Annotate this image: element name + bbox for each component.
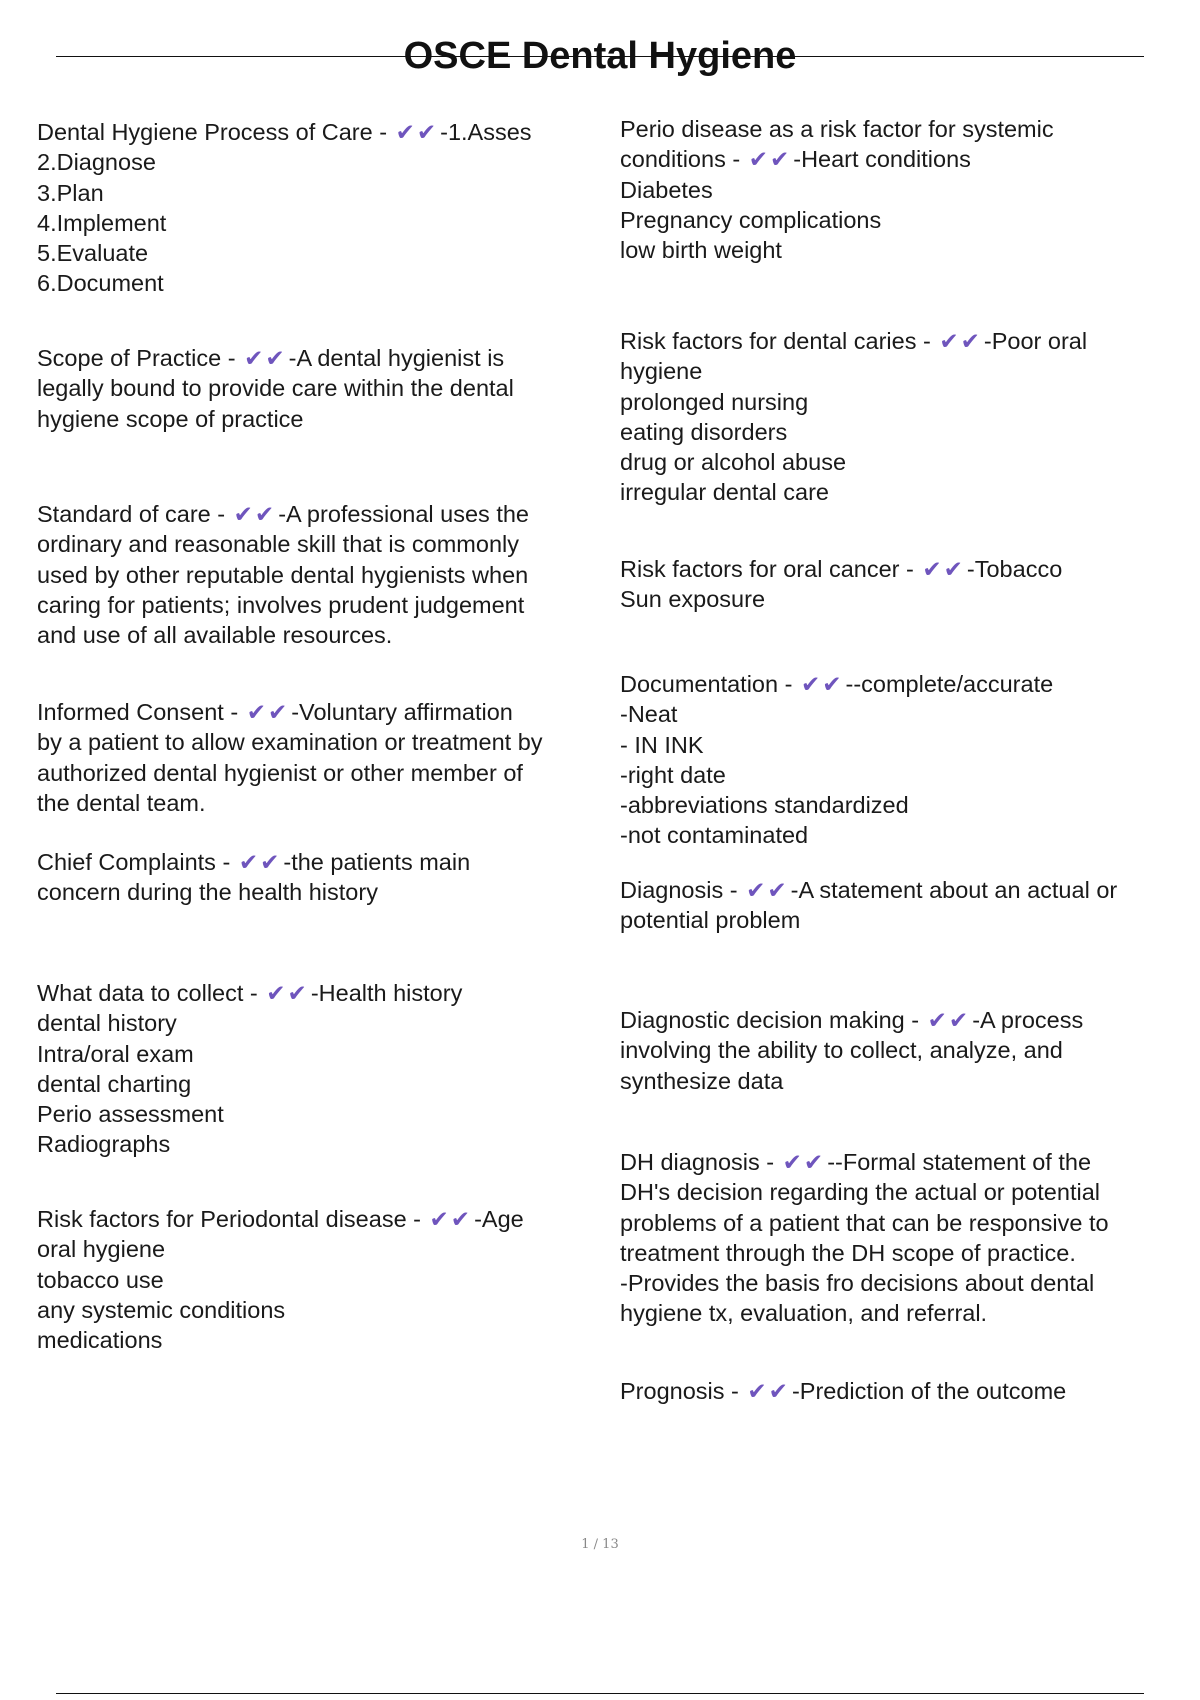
flashcard (37, 343, 607, 434)
card-definition-line: problems of a patient that can be responsive to (620, 1209, 1109, 1236)
card-term-continued: conditions - (620, 146, 747, 173)
card-definition: -Prediction of the outcome (791, 1378, 1067, 1404)
card-definition-line: oral hygiene (37, 1236, 166, 1263)
card-term: Dental Hygiene Process of Care - (37, 119, 394, 145)
double-check-icon: ✔✔ (922, 556, 965, 582)
card-definition-line: hygiene tx, evaluation, and referral. (620, 1300, 988, 1327)
flashcard (37, 697, 607, 818)
card-term: Diagnostic decision making - (620, 1007, 926, 1033)
card-definition: -Health history (310, 980, 463, 1006)
card-definition-line: treatment through the DH scope of practice. (620, 1239, 1076, 1266)
card-definition-line: medications (37, 1327, 163, 1354)
card-definition: -A process (972, 1007, 1084, 1033)
card-definition: -the patients main (283, 849, 471, 875)
double-check-icon: ✔✔ (782, 1149, 826, 1175)
double-check-icon: ✔✔ (939, 328, 982, 354)
flashcard (620, 326, 1200, 508)
double-check-icon: ✔✔ (266, 980, 309, 1006)
card-definition-line: used by other reputable dental hygienists when (37, 561, 529, 588)
card-definition: -Tobacco (966, 556, 1063, 582)
card-term: What data to collect - (37, 980, 265, 1006)
card-term: Informed Consent - (37, 699, 245, 725)
flashcard (37, 978, 607, 1160)
flashcard (620, 875, 1200, 936)
card-term: DH diagnosis - (620, 1149, 781, 1175)
double-check-icon: ✔✔ (233, 501, 277, 527)
flashcard (37, 847, 607, 908)
card-term: Risk factors for Periodontal disease - (37, 1206, 428, 1232)
card-definition-line: irregular dental care (620, 479, 829, 506)
card-definition-line: 2.Diagnose (37, 149, 156, 176)
double-check-icon: ✔✔ (747, 1378, 790, 1404)
card-definition-line: 4.Implement (37, 209, 167, 236)
card-definition-line: hygiene scope of practice (37, 405, 304, 432)
card-definition: -1.Asses (440, 119, 532, 145)
card-definition-line: eating disorders (620, 418, 788, 445)
card-definition-line: DH's decision regarding the actual or potential (620, 1179, 1100, 1206)
card-definition-line: - IN INK (620, 731, 704, 758)
flashcard (620, 1147, 1200, 1329)
flashcard (37, 499, 607, 650)
card-term: Standard of care - (37, 501, 232, 527)
card-definition-line: Radiographs (37, 1131, 171, 1158)
card-term: Scope of Practice - (37, 345, 243, 371)
card-definition-line: Intra/oral exam (37, 1040, 194, 1067)
card-definition-line: tobacco use (37, 1266, 164, 1293)
card-definition-line: hygiene (620, 358, 703, 385)
flashcard (620, 1005, 1200, 1096)
flashcard (620, 114, 1200, 265)
card-definition-line: by a patient to allow examination or treatment by (37, 729, 543, 756)
card-definition-line: and use of all available resources. (37, 622, 393, 649)
card-definition-line: low birth weight (620, 237, 782, 264)
card-definition-line: Perio assessment (37, 1101, 224, 1128)
card-definition-line: the dental team. (37, 789, 206, 816)
card-definition-line: involving the ability to collect, analyze, and (620, 1037, 1063, 1064)
double-check-icon: ✔✔ (800, 671, 844, 697)
double-check-icon: ✔✔ (927, 1007, 971, 1033)
card-definition-line: -abbreviations standardized (620, 792, 909, 819)
card-definition-line: 5.Evaluate (37, 240, 149, 267)
card-definition: --Formal statement of the (827, 1149, 1092, 1175)
card-definition-line: 3.Plan (37, 179, 104, 206)
title-area (56, 30, 1144, 84)
card-definition-line: -not contaminated (620, 822, 809, 849)
document-title: OSCE Dental Hygiene (403, 35, 797, 77)
card-definition-line: dental history (37, 1010, 177, 1037)
double-check-icon: ✔✔ (395, 119, 439, 145)
card-term: Chief Complaints - (37, 849, 237, 875)
card-definition-line: ordinary and reasonable skill that is commonly (37, 531, 519, 558)
double-check-icon: ✔✔ (429, 1206, 473, 1232)
flashcard (620, 554, 1200, 615)
card-definition-line: any systemic conditions (37, 1296, 286, 1323)
page-indicator: 1 / 13 (581, 1537, 619, 1552)
card-definition: --complete/accurate (845, 671, 1054, 697)
bottom-rule (56, 1693, 1144, 1694)
card-definition-line: drug or alcohol abuse (620, 449, 847, 476)
double-check-icon: ✔✔ (246, 699, 290, 725)
card-term: Documentation - (620, 671, 799, 697)
card-definition: -A statement about an actual or (790, 877, 1118, 903)
card-definition-line: -right date (620, 761, 726, 788)
flashcard (620, 1376, 1200, 1406)
card-definition-line: concern during the health history (37, 879, 378, 906)
card-definition: -Poor oral (983, 328, 1088, 354)
card-definition-line: dental charting (37, 1070, 192, 1097)
card-definition-line: authorized dental hygienist or other member of (37, 759, 523, 786)
card-definition-line: -Provides the basis fro decisions about dental (620, 1270, 1095, 1297)
card-definition-line: 6.Document (37, 270, 164, 297)
card-definition-line: potential problem (620, 907, 801, 934)
card-term: Perio disease as a risk factor for systemic (620, 116, 1054, 142)
card-definition-line: Sun exposure (620, 586, 766, 613)
card-definition: -Voluntary affirmation (291, 699, 513, 725)
flashcard (620, 669, 1200, 851)
card-definition: -A dental hygienist is (288, 345, 505, 371)
card-definition: -A professional uses the (278, 501, 529, 527)
card-definition-line: Pregnancy complications (620, 206, 882, 233)
card-definition: -Age (474, 1206, 524, 1232)
double-check-icon: ✔✔ (238, 849, 282, 875)
card-definition-line: synthesize data (620, 1067, 784, 1094)
card-definition-line: Diabetes (620, 176, 713, 203)
card-definition-line: prolonged nursing (620, 388, 809, 415)
card-definition-line: -Neat (620, 701, 678, 728)
card-definition-line: caring for patients; involves prudent judgement (37, 591, 525, 618)
flashcard (37, 1204, 607, 1355)
card-term: Prognosis - (620, 1378, 746, 1404)
double-check-icon: ✔✔ (746, 877, 789, 903)
card-term: Diagnosis - (620, 877, 745, 903)
card-term: Risk factors for oral cancer - (620, 556, 921, 582)
card-definition-line: legally bound to provide care within the dental (37, 375, 514, 402)
card-definition: -Heart conditions (793, 146, 971, 173)
double-check-icon: ✔✔ (244, 345, 287, 371)
card-term: Risk factors for dental caries - (620, 328, 938, 354)
double-check-icon: ✔✔ (748, 146, 792, 173)
flashcard (37, 117, 607, 299)
